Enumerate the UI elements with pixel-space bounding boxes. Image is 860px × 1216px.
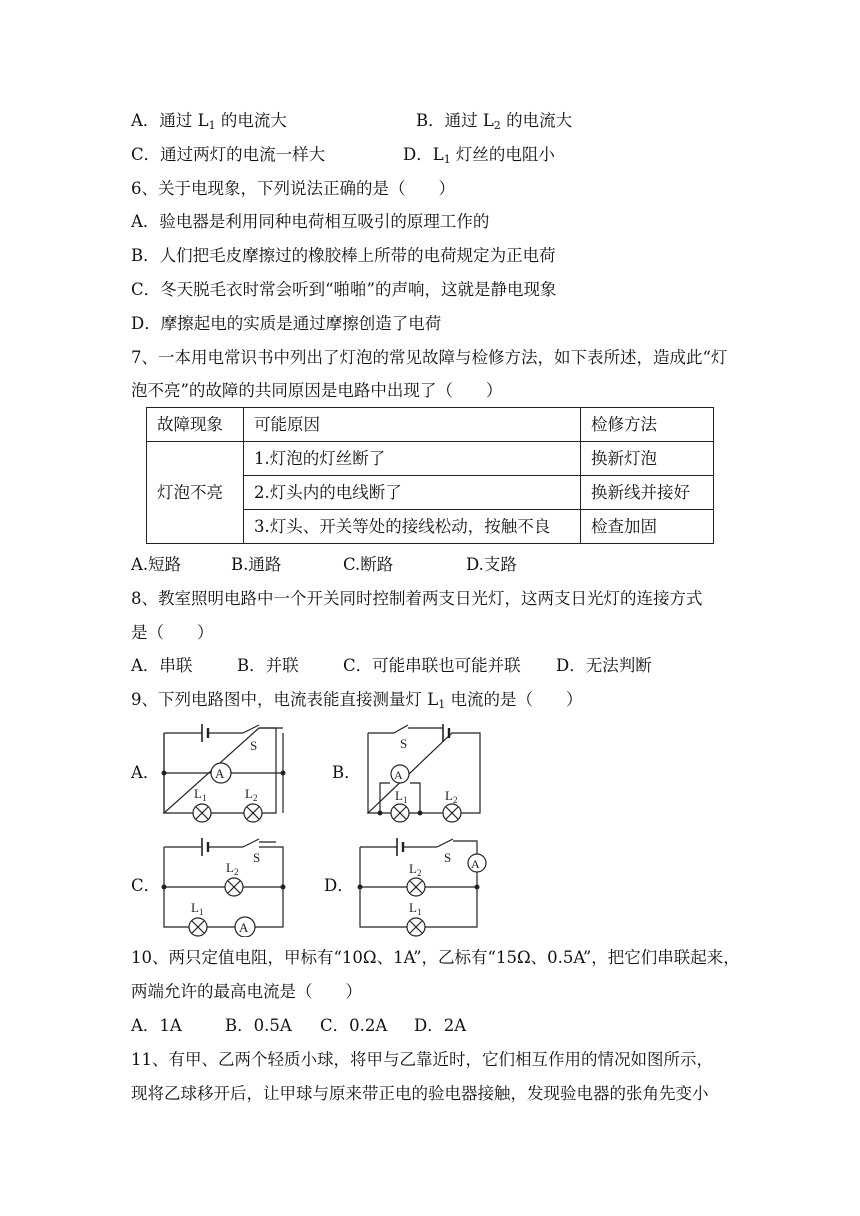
q6-option-b: B．人们把毛皮摩擦过的橡胶棒上所带的电荷规定为正电荷 <box>131 246 556 265</box>
lamp-l1-label: $L_1$ <box>191 900 204 917</box>
table-header: 可能原因 <box>244 408 581 442</box>
q8-stem-line1: 8、教室照明电路中一个开关同时控制着两支日光灯，这两支日光灯的连接方式 <box>131 589 703 608</box>
switch-label: S <box>400 736 408 751</box>
q8-option-d: D．无法判断 <box>556 656 652 675</box>
q7-stem-line2: 泡不亮”的故障的共同原因是电路中出现了（ ） <box>131 381 503 400</box>
lamp-l2-label: $L_2$ <box>445 788 458 805</box>
ammeter-label: A <box>471 857 480 871</box>
table-header-row <box>147 408 714 442</box>
table-cell: 换新线并接好 <box>581 476 714 510</box>
q8-option-a: A．串联 <box>131 656 193 675</box>
q10-stem-line2: 两端允许的最高电流是（ ） <box>131 982 362 1001</box>
q5-option-b: B．通过 $L_2$ 的电流大 <box>416 111 573 132</box>
table-cell: 换新灯泡 <box>581 442 714 476</box>
ammeter-label: A <box>239 920 249 935</box>
lamp-l2-label: $L_2$ <box>409 861 422 878</box>
q10-stem-line1: 10、两只定值电阻，甲标有“10Ω、1A”，乙标有“15Ω、0.5A”，把它们串联起来， <box>131 948 740 967</box>
circuit-diagram-d <box>352 832 492 937</box>
q5-option-a: A．通过 $L_1$ 的电流大 <box>131 111 287 132</box>
table-cell: 3.灯头、开关等处的接线松动，按触不良 <box>244 510 581 544</box>
q6-stem: 6、关于电现象，下列说法正确的是（ ） <box>131 179 455 198</box>
table-header: 故障现象 <box>147 408 244 442</box>
q7-stem-line1: 7、一本用电常识书中列出了灯泡的常见故障与检修方法，如下表所述，造成此“灯 <box>131 348 728 367</box>
q9-label-d: D． <box>324 876 354 895</box>
q8-option-b: B．并联 <box>237 656 299 675</box>
ammeter-label: A <box>215 766 225 781</box>
q9-stem: 9、下列电路图中，电流表能直接测量灯 $L_1$ 电流的是（ ） <box>131 690 583 711</box>
q8-stem-line2: 是（ ） <box>131 623 214 642</box>
circuit-diagram-a <box>158 718 293 823</box>
switch-label: S <box>250 738 258 753</box>
table-row <box>147 442 714 476</box>
table-header: 检修方法 <box>581 408 714 442</box>
q6-option-d: D．摩擦起电的实质是通过摩擦创造了电荷 <box>131 314 442 333</box>
q10-option-a: A．1A <box>131 1016 182 1035</box>
q6-option-c: C．冬天脱毛衣时常会听到“啪啪”的声响，这就是静电现象 <box>131 280 557 299</box>
q7-option-a: A.短路 <box>131 555 182 574</box>
q6-option-a: A．验电器是利用同种电荷相互吸引的原理工作的 <box>131 212 490 231</box>
q8-option-c: C．可能串联也可能并联 <box>343 656 521 675</box>
q5-option-c: C．通过两灯的电流一样大 <box>131 145 326 164</box>
q10-option-d: D．2A <box>414 1016 467 1035</box>
q5-option-d: D．$L_1$ 灯丝的电阻小 <box>403 145 555 166</box>
table-cell: 1.灯泡的灯丝断了 <box>244 442 581 476</box>
circuit-diagram-b <box>360 718 490 823</box>
lamp-l1-label: $L_1$ <box>409 900 422 917</box>
lamp-l2-label: $L_2$ <box>245 786 258 803</box>
q10-option-b: B．0.5A <box>225 1016 292 1035</box>
q11-stem-line2: 现将乙球移开后，让甲球与原来带正电的验电器接触，发现验电器的张角先变小 <box>131 1084 709 1103</box>
switch-label: S <box>444 850 452 865</box>
q9-label-c: C． <box>131 876 161 895</box>
switch-label: S <box>253 850 261 865</box>
fault-table <box>146 407 714 544</box>
q7-option-b: B.通路 <box>231 555 282 574</box>
q9-label-b: B． <box>332 763 361 782</box>
lamp-l2-label: $L_2$ <box>226 860 239 877</box>
q9-label-a: A． <box>131 763 160 782</box>
table-cell-phenomenon: 灯泡不亮 <box>147 442 244 544</box>
lamp-l1-label: $L_1$ <box>395 788 408 805</box>
q10-option-c: C．0.2A <box>320 1016 388 1035</box>
q7-option-c: C.断路 <box>343 555 394 574</box>
table-cell: 检查加固 <box>581 510 714 544</box>
q7-option-d: D.支路 <box>466 555 517 574</box>
ammeter-label: A <box>394 768 403 782</box>
lamp-l1-label: $L_1$ <box>194 786 207 803</box>
table-cell: 2.灯头内的电线断了 <box>244 476 581 510</box>
q11-stem-line1: 11、有甲、乙两个轻质小球，将甲与乙靠近时，它们相互作用的情况如图所示， <box>131 1050 713 1069</box>
circuit-diagram-c <box>158 832 293 937</box>
